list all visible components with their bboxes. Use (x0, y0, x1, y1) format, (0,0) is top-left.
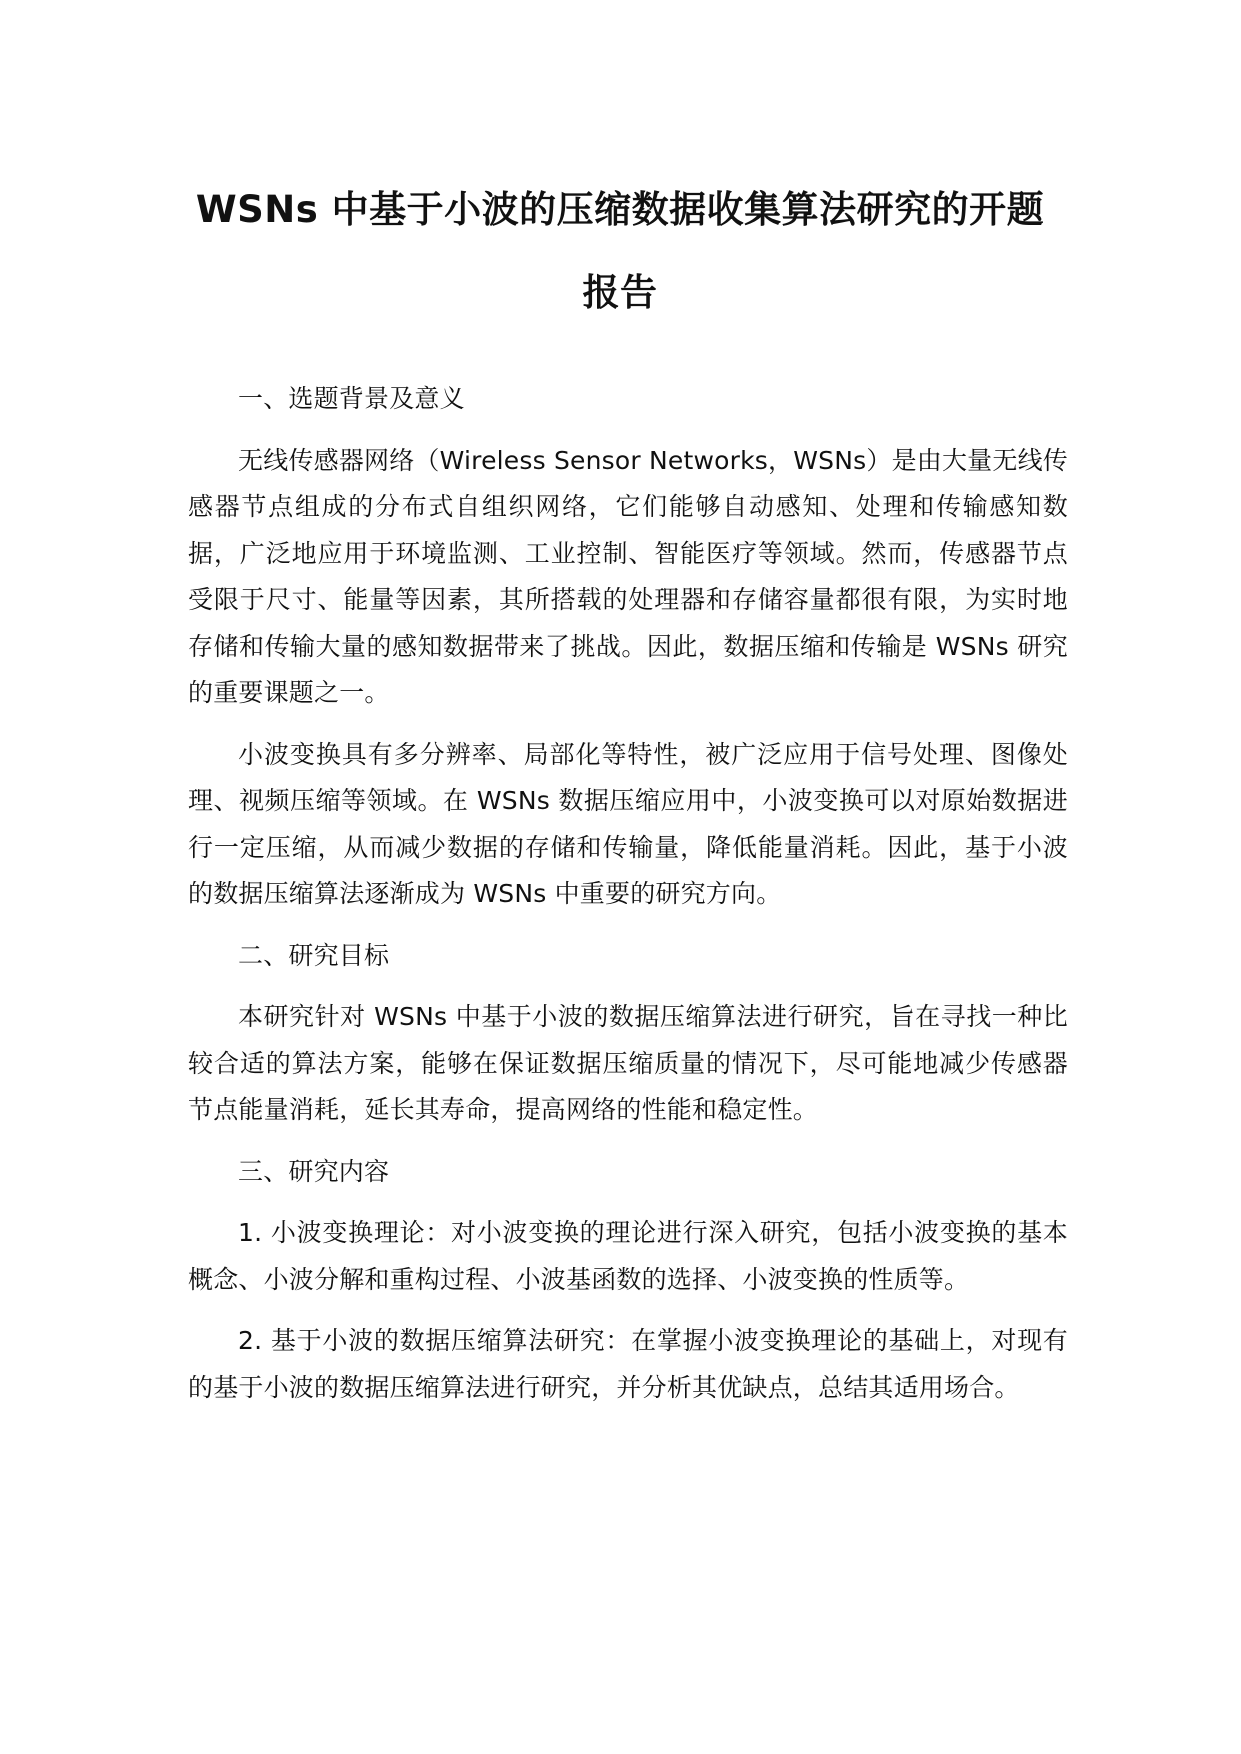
document-title (150, 168, 1090, 334)
paragraph: 小波变换具有多分辨率、局部化等特性，被广泛应用于信号处理、图像处理、视频压缩等领域。在 WSNs 数据压缩应用中，小波变换可以对原始数据进行一定压缩，从而减少数据的存储和传输量，降低能量消耗。因此，基于小波的数据压缩算法逐渐成为 WSNs 中重要的研究方向。 (188, 739, 1068, 908)
section-background (188, 376, 1068, 918)
section-content (188, 1149, 1068, 1412)
list-item-paragraph: 2. 基于小波的数据压缩算法研究：在掌握小波变换理论的基础上，对现有的基于小波的数据压缩算法进行研究，并分析其优缺点，总结其适用场合。 (188, 1326, 1068, 1402)
paragraph: 本研究针对 WSNs 中基于小波的数据压缩算法进行研究，旨在寻找一种比较合适的算法方案，能够在保证数据压缩质量的情况下，尽可能地减少传感器节点能量消耗，延长其寿命，提高网络的性能和稳定性。 (188, 1002, 1068, 1124)
paragraph: 无线传感器网络（Wireless Sensor Networks，WSNs）是由大量无线传感器节点组成的分布式自组织网络，它们能够自动感知、处理和传输感知数据，广泛地应用于环境监测、工业控制、智能医疗等领域。然而，传感器节点受限于尺寸、能量等因素，其所搭载的处理器和存储容量都很有限，为实时地存储和传输大量的感知数据带来了挑战。因此，数据压缩和传输是 WSNs 研究的重要课题之一。 (188, 445, 1068, 707)
document-body (188, 376, 1068, 1426)
title-line-2: 报告 (582, 271, 658, 314)
section-heading: 一、选题背景及意义 (238, 384, 465, 413)
section-heading: 二、研究目标 (238, 940, 390, 970)
section-heading: 三、研究内容 (238, 1156, 390, 1186)
list-item-paragraph: 1. 小波变换理论：对小波变换的理论进行深入研究，包括小波变换的基本概念、小波分解和重构过程、小波基函数的选择、小波变换的性质等。 (188, 1218, 1068, 1294)
title-line-1: WSNs 中基于小波的压缩数据收集算法研究的开题 (195, 188, 1045, 231)
section-goal (188, 933, 1068, 1134)
